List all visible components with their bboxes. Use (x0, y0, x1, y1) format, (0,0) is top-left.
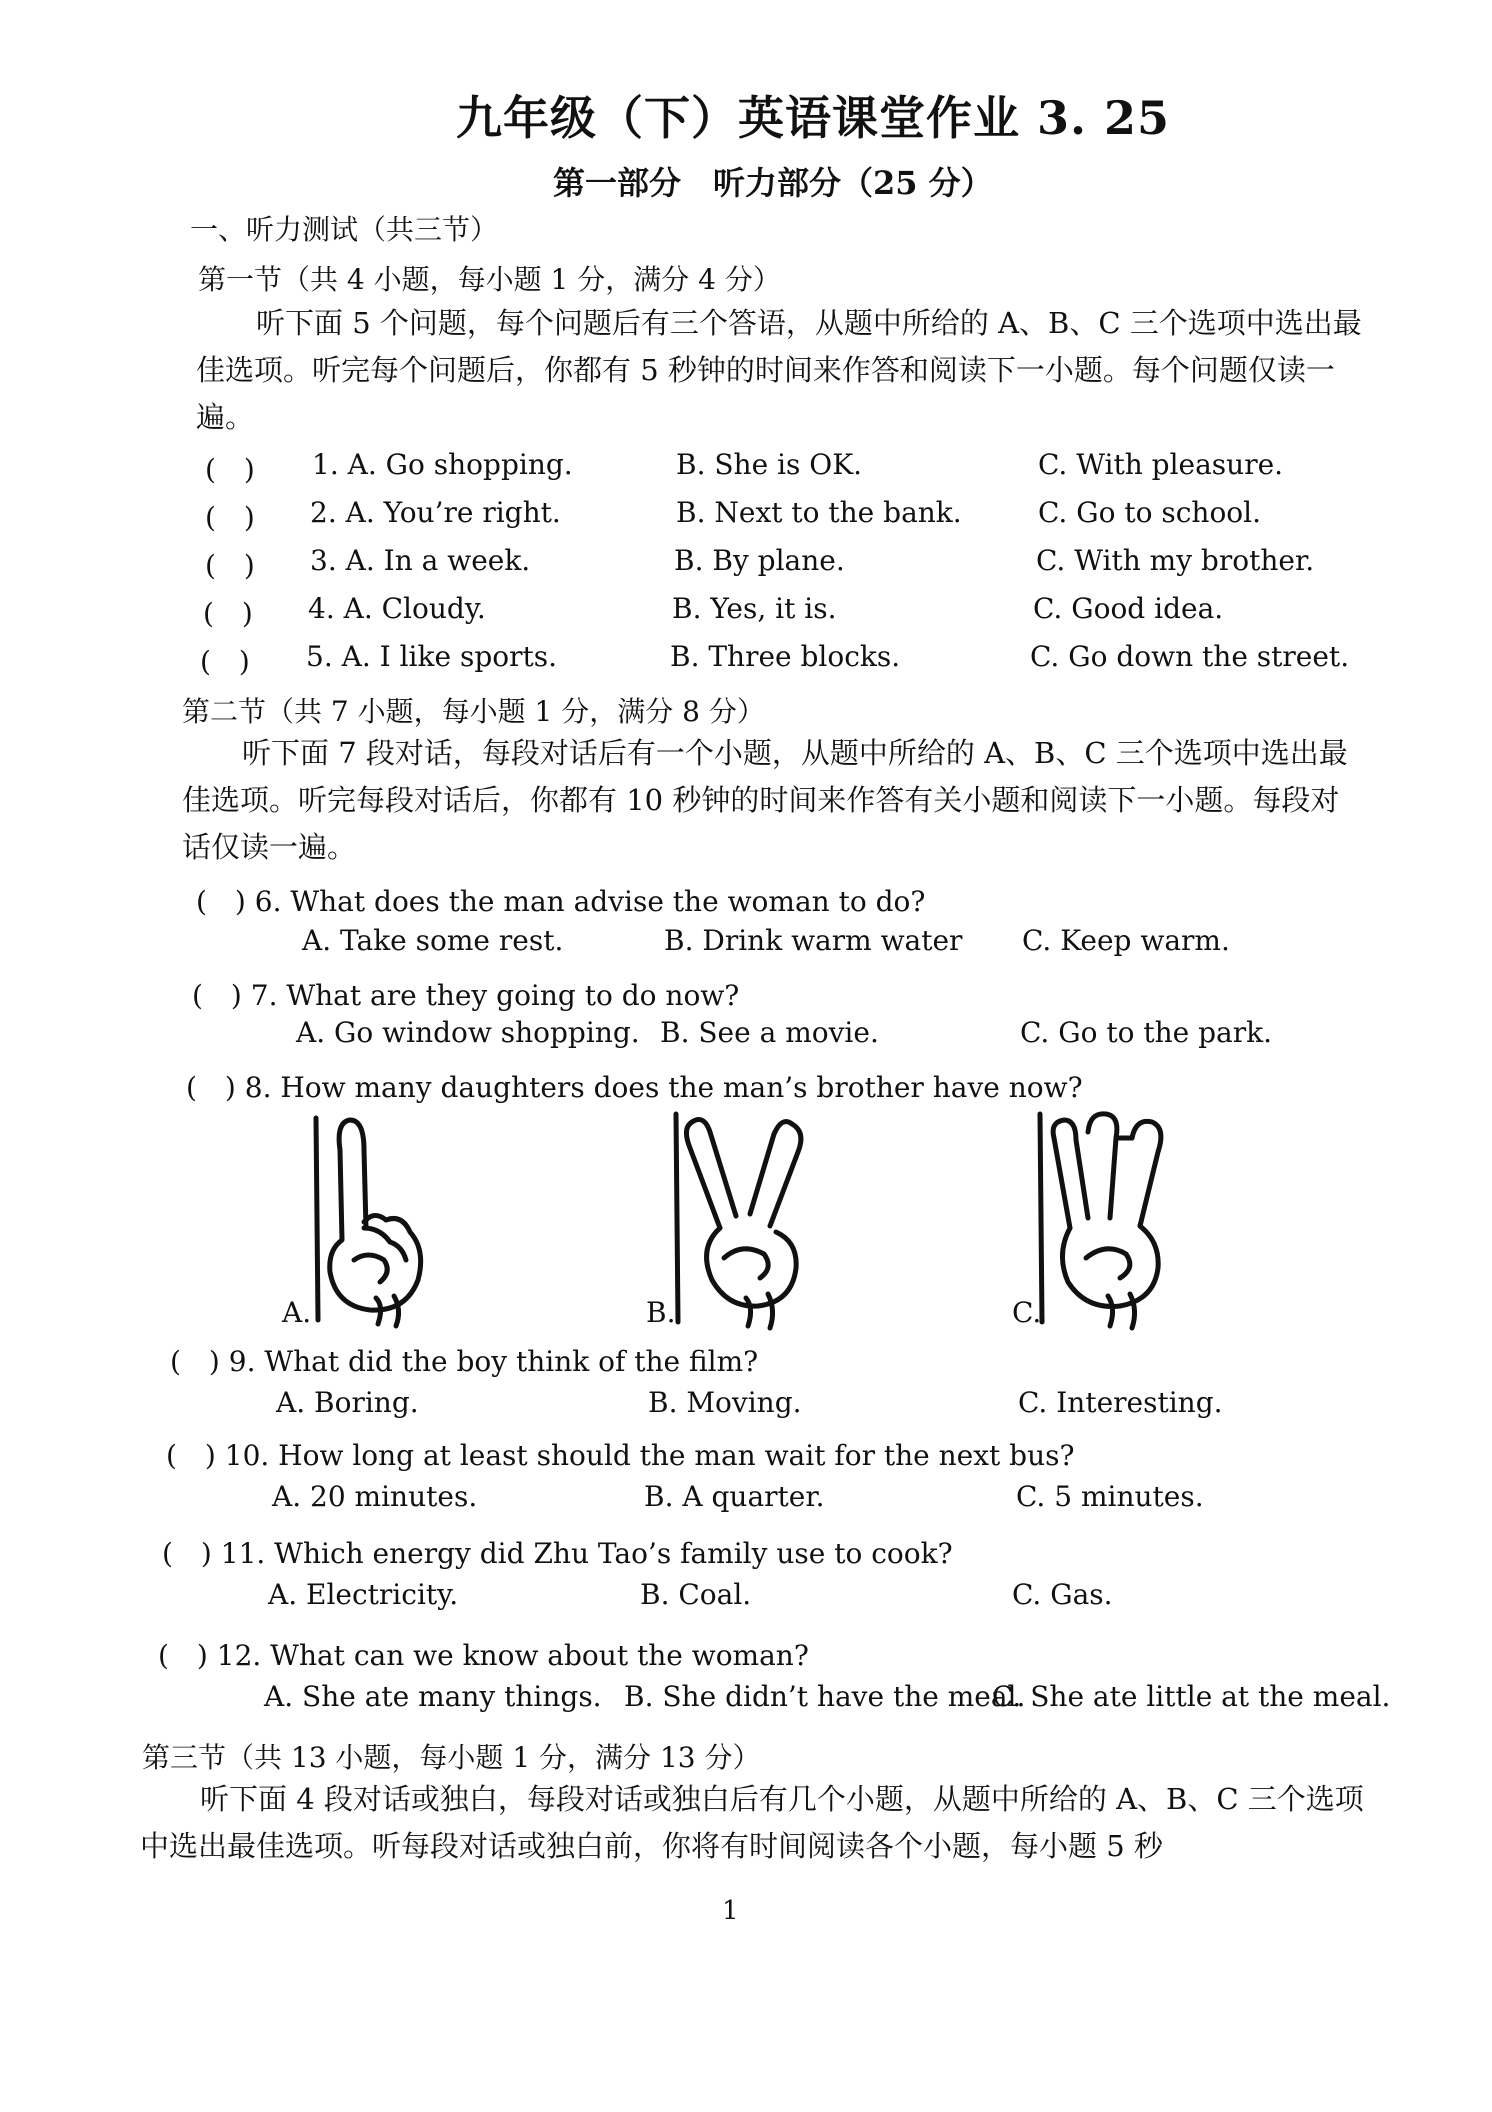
q5-option-a: 5. A. I like sports. (306, 640, 558, 673)
q5-option-b: B. Three blocks. (670, 640, 901, 673)
q8-stem: ( ) 8. How many daughters does the man’s brother have now? (186, 1071, 1083, 1104)
q3-option-b: B. By plane. (674, 544, 845, 577)
answer-blank[interactable]: ( ) (203, 597, 253, 630)
section1-instruction: 听下面 5 个问题，每个问题后有三个答语，从题中所给的 A、B、C 三个选项中选出最佳选项。听完每个问题后，你都有 5 秒钟的时间来作答和阅读下一小题。每个问题仅读一遍。 (196, 306, 1362, 434)
q12-stem: ( ) 12. What can we know about the woman? (158, 1639, 809, 1672)
q10-option-a: A. 20 minutes. (272, 1480, 478, 1513)
q6-option-a: A. Take some rest. (302, 924, 564, 957)
two-finger-hand-icon (672, 1108, 822, 1333)
q7-option-b: B. See a movie. (660, 1016, 879, 1049)
section2-instruction: 听下面 7 段对话，每段对话后有一个小题，从题中所给的 A、B、C 三个选项中选出最佳选项。听完每段对话后，你都有 10 秒钟的时间来作答有关小题和阅读下一小题。每段对话仅读一遍。 (182, 736, 1348, 864)
q1-option-a: 1. A. Go shopping. (312, 448, 573, 481)
q2-option-b: B. Next to the bank. (676, 496, 962, 529)
q5-option-c: C. Go down the street. (1030, 640, 1350, 673)
q2-option-a: 2. A. You’re right. (310, 496, 561, 529)
q2-option-c: C. Go to school. (1038, 496, 1262, 529)
q10-option-b: B. A quarter. (644, 1480, 825, 1513)
listening-heading: 一、听力测试（共三节） (190, 213, 499, 246)
q10-stem: ( ) 10. How long at least should the man wait for the next bus? (166, 1439, 1075, 1472)
q8-option-c-label: C. (1012, 1296, 1042, 1329)
q6-option-b: B. Drink warm water (664, 924, 963, 957)
part-title: 第一部分 听力部分（25 分） (553, 164, 993, 202)
q3-option-c: C. With my brother. (1036, 544, 1315, 577)
q1-option-b: B. She is OK. (676, 448, 863, 481)
q11-option-c: C. Gas. (1012, 1578, 1113, 1611)
q4-option-b: B. Yes, it is. (672, 592, 837, 625)
section1-header: 第一节（共 4 小题，每小题 1 分，满分 4 分） (198, 263, 781, 296)
q7-option-c: C. Go to the park. (1020, 1016, 1272, 1049)
q11-option-b: B. Coal. (640, 1578, 752, 1611)
answer-blank[interactable]: ( ) (205, 501, 255, 534)
q7-option-a: A. Go window shopping. (296, 1016, 640, 1049)
answer-blank[interactable]: ( ) (200, 645, 250, 678)
q6-stem: ( ) 6. What does the man advise the woman to do? (196, 885, 926, 918)
q9-option-b: B. Moving. (648, 1386, 802, 1419)
section3-instruction: 听下面 4 段对话或独白，每段对话或独白后有几个小题，从题中所给的 A、B、C 三个选项中选出最佳选项。听每段对话或独白前，你将有时间阅读各个小题，每小题 5 秒 (140, 1782, 1364, 1863)
q8-option-b-label: B. (646, 1296, 676, 1329)
q8-option-a-label: A. (282, 1296, 312, 1329)
q11-option-a: A. Electricity. (268, 1578, 459, 1611)
q12-option-b: B. She didn’t have the meal. (624, 1680, 1026, 1713)
q4-option-a: 4. A. Cloudy. (308, 592, 486, 625)
q12-option-c: C. She ate little at the meal. (992, 1680, 1391, 1713)
q4-option-c: C. Good idea. (1033, 592, 1224, 625)
one-finger-hand-icon (306, 1110, 446, 1330)
answer-blank[interactable]: ( ) (205, 453, 255, 486)
q9-option-c: C. Interesting. (1018, 1386, 1223, 1419)
answer-blank[interactable]: ( ) (205, 549, 255, 582)
page-number: 1 (722, 1896, 739, 1926)
q3-option-a: 3. A. In a week. (310, 544, 531, 577)
q9-stem: ( ) 9. What did the boy think of the film? (170, 1345, 759, 1378)
q6-option-c: C. Keep warm. (1022, 924, 1230, 957)
q1-option-c: C. With pleasure. (1038, 448, 1284, 481)
q12-option-a: A. She ate many things. (264, 1680, 602, 1713)
section3-header: 第三节（共 13 小题，每小题 1 分，满分 13 分） (142, 1741, 761, 1774)
q9-option-a: A. Boring. (276, 1386, 419, 1419)
q11-stem: ( ) 11. Which energy did Zhu Tao’s family use to cook? (162, 1537, 953, 1570)
q7-stem: ( ) 7. What are they going to do now? (192, 979, 740, 1012)
three-finger-hand-icon (1036, 1108, 1186, 1333)
section2-header: 第二节（共 7 小题，每小题 1 分，满分 8 分） (182, 695, 765, 728)
q10-option-c: C. 5 minutes. (1016, 1480, 1204, 1513)
page-title: 九年级（下）英语课堂作业 3. 25 (456, 91, 1171, 145)
